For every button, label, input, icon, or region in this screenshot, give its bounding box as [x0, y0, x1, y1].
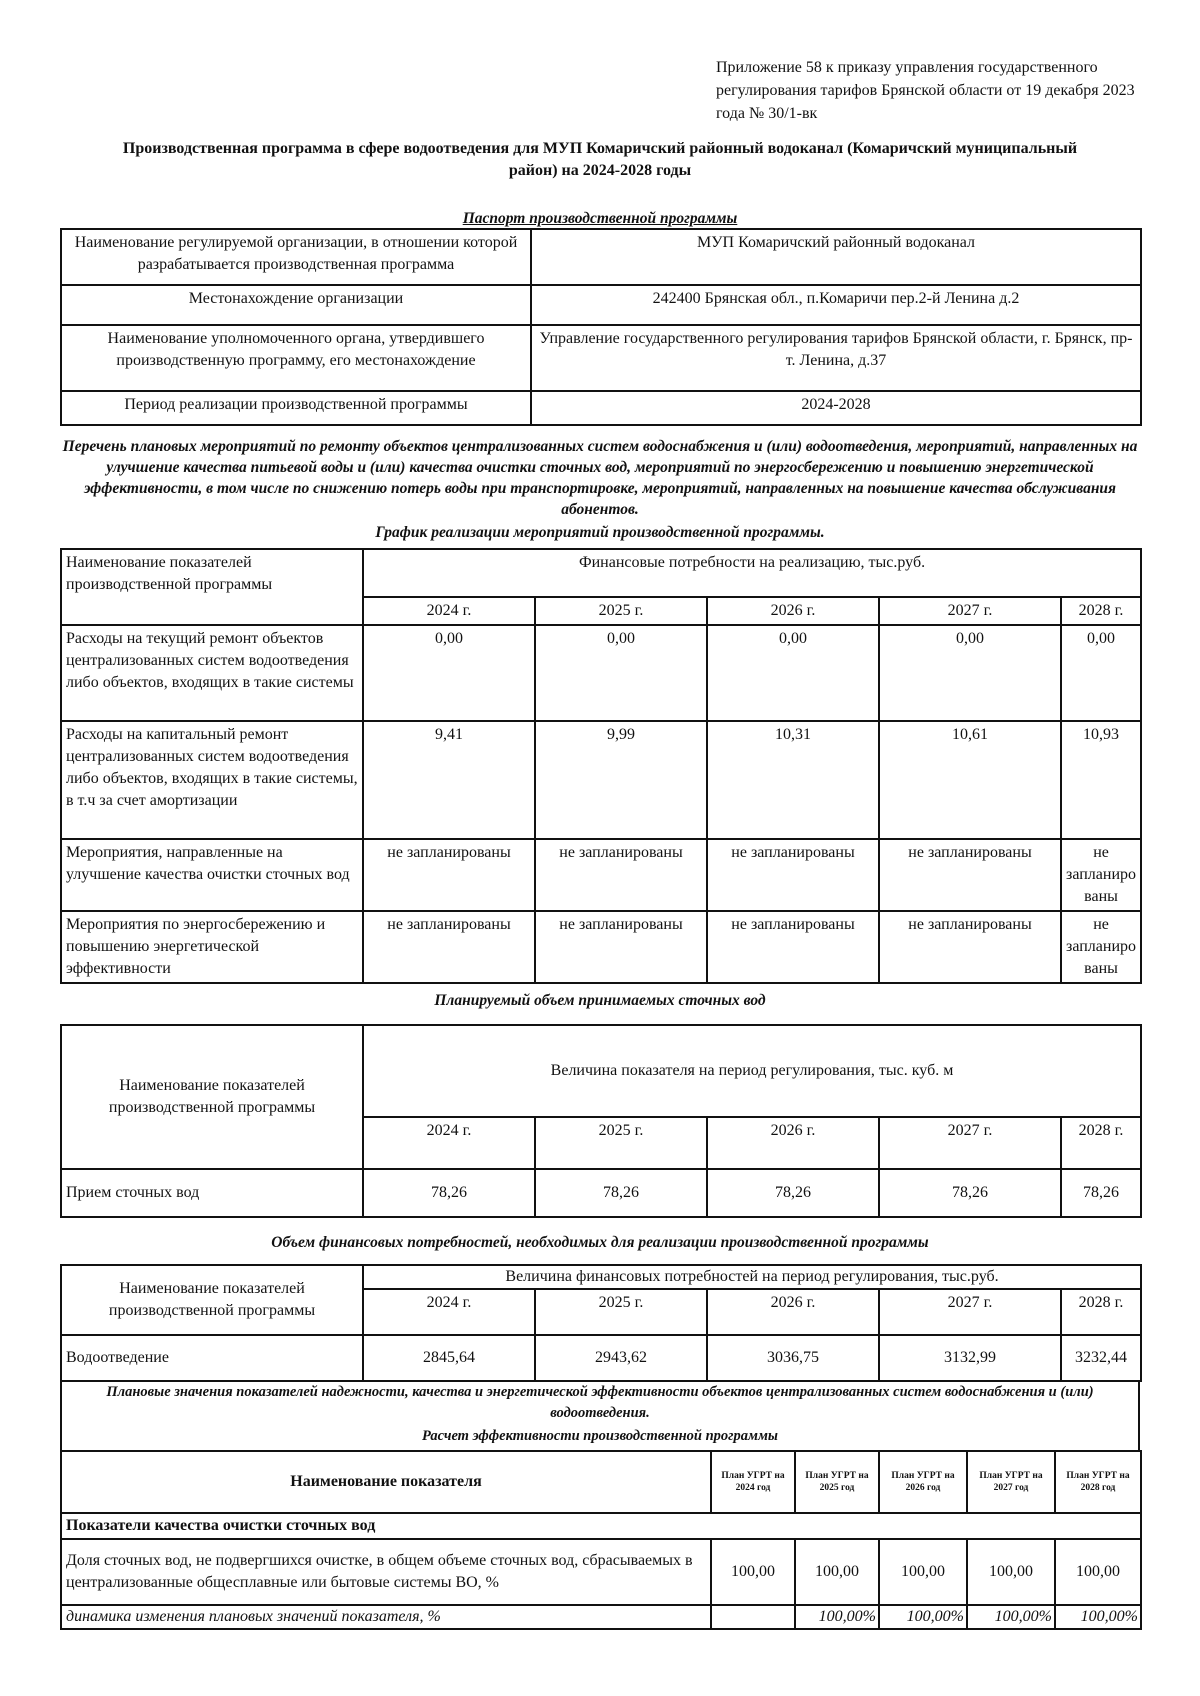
passport-row [61, 229, 1141, 285]
cell-value: 78,26 [879, 1169, 1061, 1217]
passport-label: Местонахождение организации [61, 285, 531, 325]
measures-group-header: Финансовые потребности на реализацию, тыс.руб. [363, 549, 1141, 597]
passport-row [61, 285, 1141, 325]
cell-value: 10,93 [1061, 721, 1141, 839]
cell-value: не запланированы [879, 839, 1061, 911]
year-header: 2025 г. [535, 1117, 707, 1169]
cell-value: 3036,75 [707, 1335, 879, 1381]
cell-value: 78,26 [363, 1169, 535, 1217]
finance-table [60, 1264, 1142, 1382]
row-label: Прием сточных вод [61, 1169, 363, 1217]
cell-value: 0,00 [879, 625, 1061, 721]
year-header: 2024 г. [363, 1117, 535, 1169]
cell-value: 9,99 [535, 721, 707, 839]
table-row [61, 1539, 1141, 1605]
finance-group-header: Величина финансовых потребностей на период регулирования, тыс.руб. [363, 1265, 1141, 1289]
cell-value: не запланированы [707, 911, 879, 983]
cell-value: не запланированы [363, 911, 535, 983]
header-note: Приложение 58 к приказу управления государственного регулирования тарифов Брянской области от 19 декабря 2023 года № 30/1-вк [716, 59, 1135, 122]
efficiency-caption: Плановые значения показателей надежности, качества и энергетической эффективности объектов централизованных систем водоснабжения и (или) водоотведения. [106, 1384, 1094, 1421]
efficiency-col-header: Наименование показателя [61, 1451, 711, 1513]
finance-col-header: Наименование показателей производственной программы [61, 1265, 363, 1335]
passport-label: Наименование уполномоченного органа, утвердившего производственную программу, его местонахождение [61, 325, 531, 391]
cell-value [711, 1605, 795, 1629]
passport-row [61, 391, 1141, 425]
efficiency-caption-box [60, 1380, 1140, 1450]
cell-value: 2943,62 [535, 1335, 707, 1381]
row-label: Мероприятия по энергосбережению и повышению энергетической эффективности [61, 911, 363, 983]
year-header: 2027 г. [879, 1289, 1061, 1335]
plan-header: План УГРТ на 2024 год [711, 1451, 795, 1513]
row-label: Водоотведение [61, 1335, 363, 1381]
cell-value: 100,00% [1055, 1605, 1141, 1629]
efficiency-table [60, 1450, 1142, 1630]
passport-caption: Паспорт производственной программы [462, 210, 738, 227]
table-row [61, 721, 1141, 839]
efficiency-section: Показатели качества очистки сточных вод [61, 1513, 1141, 1539]
passport-value: Управление государственного регулирования тарифов Брянской области, г. Брянск, пр-т. Ленина, д.37 [531, 325, 1141, 391]
cell-value: 0,00 [1061, 625, 1141, 721]
passport-table [60, 228, 1142, 426]
volume-table [60, 1024, 1142, 1218]
page-title: Производственная программа в сфере водоотведения для МУП Комаричский районный водоканал (Комаричский муниципальный район) на 2024-2028 годы [122, 140, 1078, 179]
year-header: 2026 г. [707, 1289, 879, 1335]
cell-value: 78,26 [1061, 1169, 1141, 1217]
cell-value: 0,00 [707, 625, 879, 721]
volume-group-header: Величина показателя на период регулирования, тыс. куб. м [363, 1025, 1141, 1117]
measures-caption: Перечень плановых мероприятий по ремонту объектов централизованных систем водоснабжения и (или) водоотведения, мероприятий, направленных на улучшение качества питьевой воды и (или) качества очистки сточных вод, мероприятий по энергосбережению и повышению энергетической эффективности, в том числе по снижению потерь воды при транспортировке, мероприятий, направленных на повышение качества обслуживания абонентов. [62, 438, 1138, 518]
year-header: 2026 г. [707, 1117, 879, 1169]
passport-value: МУП Комаричский районный водоканал [531, 229, 1141, 285]
cell-value: 78,26 [707, 1169, 879, 1217]
measures-table [60, 548, 1142, 984]
cell-value: 100,00% [879, 1605, 967, 1629]
cell-value: 3232,44 [1061, 1335, 1141, 1381]
cell-value: 10,31 [707, 721, 879, 839]
cell-value: не запланиро ваны [1061, 911, 1141, 983]
measures-col-header: Наименование показателей производственной программы [61, 549, 363, 625]
table-row [61, 625, 1141, 721]
cell-value: 100,00 [711, 1539, 795, 1605]
cell-value: 100,00 [879, 1539, 967, 1605]
table-row [61, 1169, 1141, 1217]
cell-value: 0,00 [535, 625, 707, 721]
plan-header: План УГРТ на 2025 год [795, 1451, 879, 1513]
year-header: 2026 г. [707, 597, 879, 625]
cell-value: не запланированы [707, 839, 879, 911]
year-header: 2025 г. [535, 597, 707, 625]
cell-value: не запланированы [535, 911, 707, 983]
cell-value: 100,00 [967, 1539, 1055, 1605]
cell-value: 0,00 [363, 625, 535, 721]
row-label: динамика изменения плановых значений показателя, % [61, 1605, 711, 1629]
cell-value: 78,26 [535, 1169, 707, 1217]
volume-caption: Планируемый объем принимаемых сточных вод [434, 992, 766, 1009]
cell-value: не запланированы [535, 839, 707, 911]
plan-header: План УГРТ на 2028 год [1055, 1451, 1141, 1513]
row-label: Мероприятия, направленные на улучшение качества очистки сточных вод [61, 839, 363, 911]
passport-row [61, 325, 1141, 391]
year-header: 2028 г. [1061, 597, 1141, 625]
year-header: 2028 г. [1061, 1117, 1141, 1169]
table-row [61, 839, 1141, 911]
row-label: Расходы на капитальный ремонт централизованных систем водоотведения либо объектов, входящих в такие системы, в т.ч за счет амортизации [61, 721, 363, 839]
table-row [61, 1335, 1141, 1381]
year-header: 2024 г. [363, 597, 535, 625]
table-row [61, 1605, 1141, 1629]
plan-header: План УГРТ на 2027 год [967, 1451, 1055, 1513]
finance-caption: Объем финансовых потребностей, необходимых для реализации производственной программы [271, 1234, 929, 1251]
cell-value: 100,00 [1055, 1539, 1141, 1605]
cell-value: 9,41 [363, 721, 535, 839]
plan-header: План УГРТ на 2026 год [879, 1451, 967, 1513]
cell-value: 3132,99 [879, 1335, 1061, 1381]
table-row [61, 911, 1141, 983]
passport-value: 2024-2028 [531, 391, 1141, 425]
year-header: 2027 г. [879, 597, 1061, 625]
efficiency-caption2: Расчет эффективности производственной программы [422, 1428, 778, 1444]
year-header: 2025 г. [535, 1289, 707, 1335]
cell-value: 10,61 [879, 721, 1061, 839]
passport-value: 242400 Брянская обл., п.Комаричи пер.2-й Ленина д.2 [531, 285, 1141, 325]
passport-label: Период реализации производственной программы [61, 391, 531, 425]
cell-value: 100,00% [795, 1605, 879, 1629]
row-label: Расходы на текущий ремонт объектов централизованных систем водоотведения либо объектов, входящих в такие системы [61, 625, 363, 721]
cell-value: не запланированы [363, 839, 535, 911]
measures-caption2: График реализации мероприятий производственной программы. [375, 524, 825, 541]
year-header: 2024 г. [363, 1289, 535, 1335]
year-header: 2028 г. [1061, 1289, 1141, 1335]
passport-label: Наименование регулируемой организации, в отношении которой разрабатывается производственная программа [61, 229, 531, 285]
cell-value: не запланиро ваны [1061, 839, 1141, 911]
row-label: Доля сточных вод, не подвергшихся очистке, в общем объеме сточных вод, сбрасываемых в централизованные общесплавные или бытовые системы ВО, % [61, 1539, 711, 1605]
cell-value: 100,00 [795, 1539, 879, 1605]
volume-col-header: Наименование показателей производственной программы [61, 1025, 363, 1169]
cell-value: 100,00% [967, 1605, 1055, 1629]
cell-value: 2845,64 [363, 1335, 535, 1381]
year-header: 2027 г. [879, 1117, 1061, 1169]
cell-value: не запланированы [879, 911, 1061, 983]
